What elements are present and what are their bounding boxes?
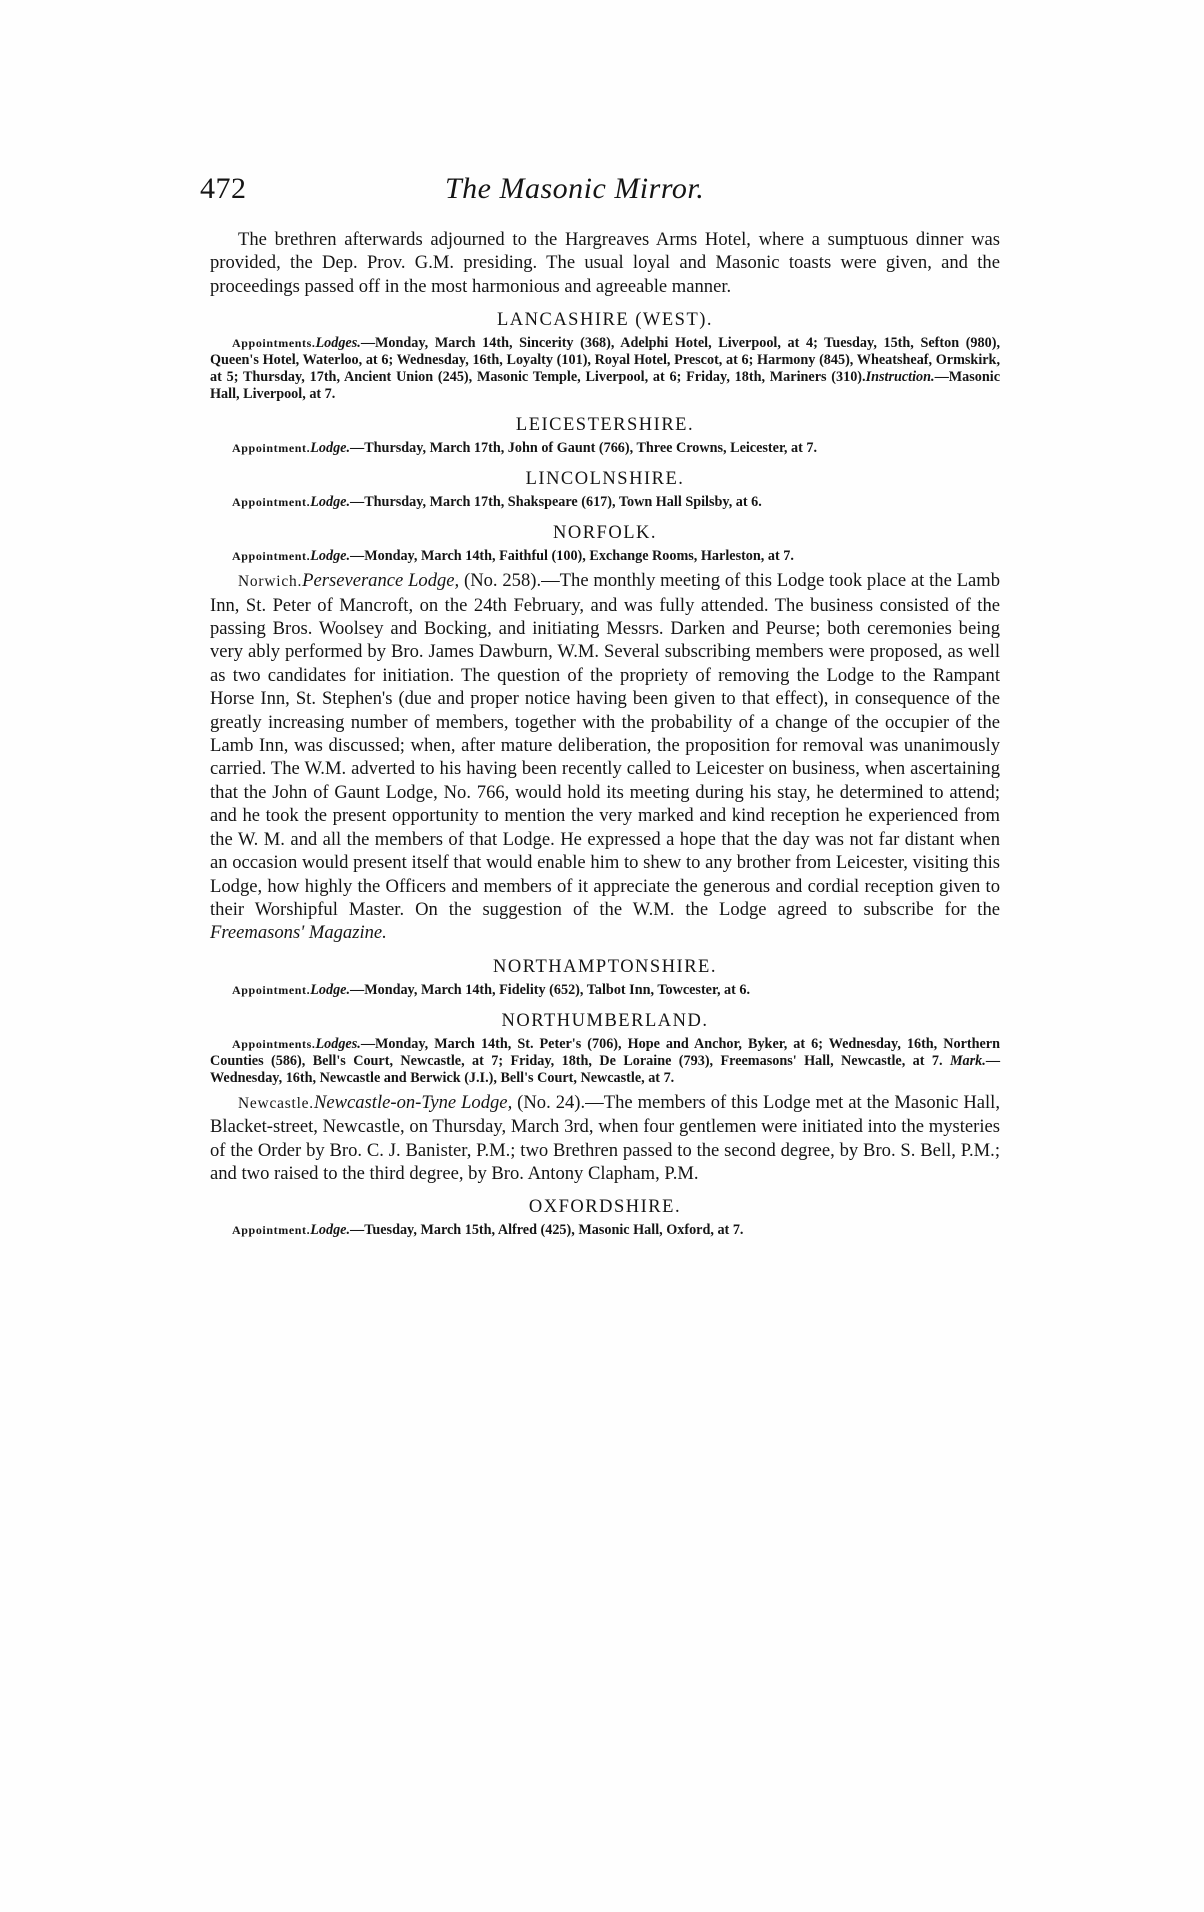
appointment-text: —Tuesday, March 15th, Alfred (425), Masonic Hall, Oxford, at 7. xyxy=(350,1222,744,1239)
appointment-oxfordshire xyxy=(210,1222,1000,1239)
report-place: Norwich. xyxy=(238,573,303,591)
journal-title: The Masonic Mirror. xyxy=(445,172,705,205)
report-lodge-name: Newcastle-on-Tyne Lodge, xyxy=(313,1091,513,1113)
appointment-norfolk xyxy=(210,548,1000,565)
lodge-label: Lodge. xyxy=(310,981,351,998)
mark-label: Mark. xyxy=(949,1052,986,1069)
lodge-label: Lodge. xyxy=(310,494,351,511)
appointments-label: Appointments. xyxy=(232,336,316,351)
appointment-label: Appointment. xyxy=(232,441,311,456)
appointment-text: —Thursday, March 17th, John of Gaunt (766), Three Crowns, Leicester, at 7. xyxy=(350,440,818,457)
appointment-text: —Monday, March 14th, Faithful (100), Exchange Rooms, Harleston, at 7. xyxy=(350,548,794,565)
mark-text: —Wednesday, 16th, Newcastle and Berwick (J.I.), Bell's Court, Newcastle, at 7. xyxy=(210,1052,1000,1086)
appointment-leicestershire xyxy=(210,440,1000,457)
lodges-label: Lodges. xyxy=(315,335,361,352)
opening-paragraph: The brethren afterwards adjourned to the Hargreaves Arms Hotel, where a sumptuous dinner was provided, the Dep. Prov. G.M. presiding. The usual loyal and Masonic toasts were given, and the proceedings passed off in the most harmonious and agreeable manner. xyxy=(210,229,1000,297)
appointments-lancashire-west xyxy=(210,335,1000,403)
section-heading-leicestershire: LEICESTERSHIRE. xyxy=(515,415,695,436)
newcastle-report xyxy=(210,1091,1000,1186)
appointment-label: Appointment. xyxy=(232,982,311,997)
appointment-lincolnshire xyxy=(210,494,1000,511)
page-number: 472 xyxy=(200,172,247,205)
running-head xyxy=(200,172,1000,212)
lodge-label: Lodge. xyxy=(310,548,351,565)
appointment-text: —Thursday, March 17th, Shakspeare (617), Town Hall Spilsby, at 6. xyxy=(350,494,762,511)
report-text: (No. 24).—The members of this Lodge met at the Masonic Hall, Blacket-street, Newcastle, on Thursday, March 3rd, when four gentlemen were initiated into the mysteries of the Order by Bro. C. J. Banister, P.M.; two Brethren passed to the second degree, by Bro. S. Bell, P.M.; and two raised to the third degree, by Bro. Antony Clapham, P.M. xyxy=(210,1091,1000,1184)
lodge-label: Lodge. xyxy=(310,440,351,457)
lodges-label: Lodges. xyxy=(315,1035,361,1052)
report-text: (No. 258).—The monthly meeting of this Lodge took place at the Lamb Inn, St. Peter of Mancroft, on the 24th February, and was fully attended. The business consisted of the passing Bros. Woolsey and Bocking, and initiating Messrs. Darken and Peurse; both ceremonies being very ably performed by Bro. James Dawburn, W.M. Several subscribing members were proposed, as well as two candidates for initiation. The question of the propriety of removing the Lodge to the Rampant Horse Inn, St. Stephen's (due and proper notice having been given to that effect), in consequence of the greatly increasing number of members, together with the probability of a change of the occupier of the Lamb Inn, was discussed; when, after mature deliberation, the proposition for removal was unanimously carried. The W.M. adverted to his having been recently called to Leicester on business, when ascertaining that the John of Gaunt Lodge, No. 766, would hold its meeting during his stay, he determined to attend; and he took the present opportunity to mention the very marked and kind reception he experienced from the W. M. and all the members of that Lodge. He expressed a hope that the day was not far distant when an occasion would present itself that would enable him to shew to any brother from Leicester, visiting this Lodge, how highly the Officers and members of it appreciate the generous and cordial reception given to their Worshipful Master. On the suggestion of the W.M. the Lodge agreed to subscribe for the xyxy=(210,570,1000,920)
appointment-northamptonshire xyxy=(210,982,1000,999)
section-heading-lincolnshire: LINCOLNSHIRE. xyxy=(525,469,685,490)
appointments-text: —Monday, March 14th, St. Peter's (706), Hope and Anchor, Byker, at 6; Wednesday, 16th, Northern Counties (586), Bell's Court, Newcastle, at 7; Friday, 18th, De Loraine (793), Freemasons' Hall, Newcastle, at 7. xyxy=(210,1035,1000,1069)
instruction-text: —Masonic Hall, Liverpool, at 7. xyxy=(210,369,1000,403)
section-heading-norfolk: NORFOLK. xyxy=(553,523,657,544)
lodge-label: Lodge. xyxy=(310,1222,351,1239)
section-heading-oxfordshire: OXFORDSHIRE. xyxy=(528,1197,682,1218)
appointment-label: Appointment. xyxy=(232,549,311,564)
appointments-text: —Monday, March 14th, Sincerity (368), Adelphi Hotel, Liverpool, at 4; Tuesday, 15th, Sefton (980), Queen's Hotel, Waterloo, at 6; Wednesday, 16th, Loyalty (101), Royal Hotel, Prescot, at 6; Harmony (845), Wheatsheaf, Ormskirk, at 5; Thursday, 17th, Ancient Union (245), Masonic Temple, Liverpool, at 6; Friday, 18th, Mariners (310). xyxy=(210,335,1000,386)
appointment-label: Appointment. xyxy=(232,495,311,510)
page-body xyxy=(210,228,1000,1239)
section-heading-lancashire-west: LANCASHIRE (WEST). xyxy=(496,310,714,331)
appointment-text: —Monday, March 14th, Fidelity (652), Talbot Inn, Towcester, at 6. xyxy=(350,981,751,998)
appointments-label: Appointments. xyxy=(232,1036,316,1051)
appointment-label: Appointment. xyxy=(232,1223,311,1238)
report-magazine-name: Freemasons' Magazine. xyxy=(210,922,387,944)
norwich-report xyxy=(210,569,1000,945)
section-heading-northamptonshire: NORTHAMPTONSHIRE. xyxy=(493,956,717,977)
appointments-northumberland xyxy=(210,1036,1000,1087)
report-place: Newcastle. xyxy=(238,1094,314,1112)
section-heading-northumberland: NORTHUMBERLAND. xyxy=(501,1010,709,1031)
instruction-label: Instruction. xyxy=(865,369,935,386)
report-lodge-name: Perseverance Lodge, xyxy=(302,570,460,592)
